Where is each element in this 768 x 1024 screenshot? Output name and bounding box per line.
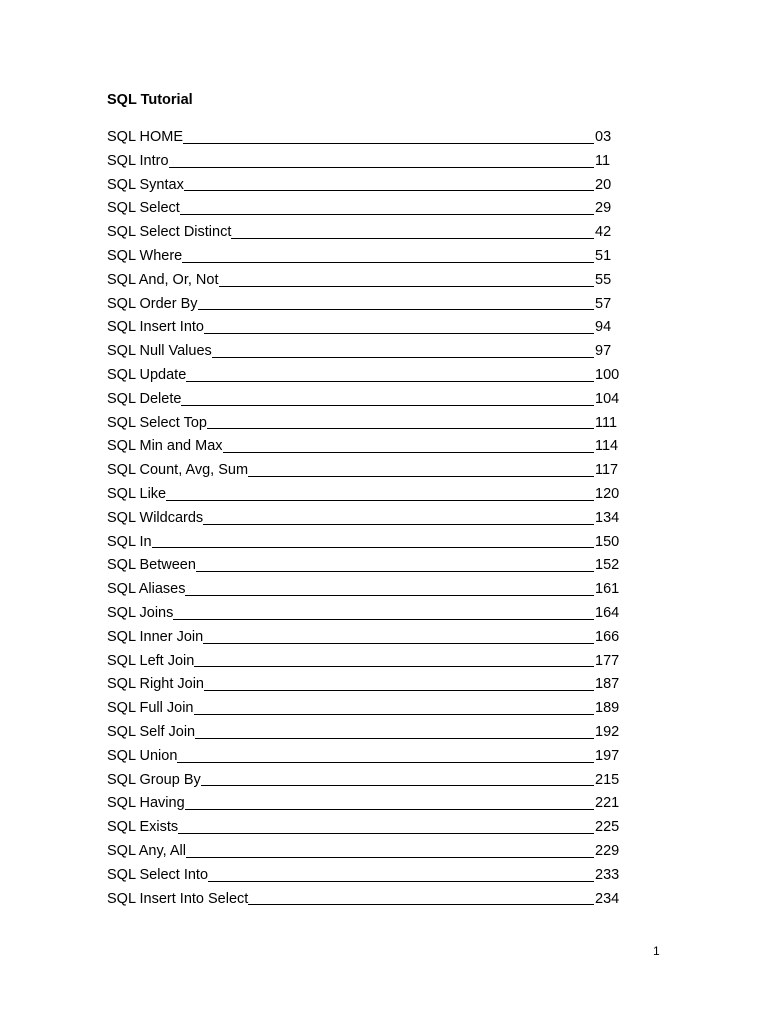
toc-leader-line [152, 547, 594, 548]
toc-entry-page: 114 [595, 438, 619, 455]
toc-entry-page: 192 [595, 723, 620, 740]
toc-entry [107, 412, 632, 436]
toc-entry [107, 816, 632, 840]
toc-entry [107, 673, 632, 697]
toc-leader-line [186, 381, 594, 382]
toc-entry-label: SQL In [107, 533, 152, 550]
toc-entry-label: SQL Insert Into Select [107, 890, 249, 907]
toc-entry-label: SQL Union [107, 747, 178, 764]
page-number: 1 [653, 944, 660, 958]
toc-entry-label: SQL Delete [107, 390, 182, 407]
toc-leader-line [203, 643, 594, 644]
toc-entry [107, 150, 632, 174]
toc-entry-label: SQL Select [107, 200, 180, 217]
toc-entry-label: SQL Left Join [107, 652, 195, 669]
toc-leader-line [204, 333, 594, 334]
toc-leader-line [204, 690, 594, 691]
toc-entry-page: 164 [595, 604, 620, 621]
toc-entry [107, 316, 632, 340]
toc-entry [107, 126, 632, 150]
toc-leader-line [198, 309, 594, 310]
toc-entry-page: 104 [595, 390, 620, 407]
toc-leader-line [169, 167, 594, 168]
toc-leader-line [166, 500, 594, 501]
toc-entry-page: 42 [595, 224, 612, 241]
toc-entry [107, 721, 632, 745]
toc-entry [107, 578, 632, 602]
toc-entry [107, 602, 632, 626]
toc-entry-label: SQL Min and Max [107, 438, 223, 455]
toc-entry-label: SQL Intro [107, 152, 169, 169]
toc-entry [107, 197, 632, 221]
toc-entry [107, 483, 632, 507]
toc-leader-line [201, 785, 594, 786]
toc-leader-line [194, 666, 594, 667]
toc-entry-page: 94 [595, 319, 612, 336]
toc-leader-line [183, 143, 594, 144]
toc-leader-line [203, 524, 594, 525]
toc-leader-line [194, 714, 595, 715]
toc-leader-line [219, 286, 595, 287]
toc-entry [107, 792, 632, 816]
toc-entry-label: SQL Select Distinct [107, 224, 232, 241]
toc-entry-label: SQL Self Join [107, 723, 196, 740]
toc-entry [107, 650, 632, 674]
toc-entry [107, 388, 632, 412]
toc-entry [107, 245, 632, 269]
toc-entry-page: 233 [595, 866, 620, 883]
toc-entry-page: 187 [595, 676, 620, 693]
toc-entry-page: 100 [595, 366, 620, 383]
toc-leader-line [212, 357, 594, 358]
toc-entry-label: SQL Aliases [107, 581, 186, 598]
toc-entry-label: SQL Exists [107, 819, 179, 836]
toc-entry-page: 197 [595, 747, 620, 764]
toc-leader-line [180, 214, 594, 215]
toc-entry-label: SQL Null Values [107, 343, 212, 360]
toc-entry-page: 221 [595, 795, 620, 812]
toc-leader-line [182, 262, 594, 263]
toc-entry [107, 626, 632, 650]
toc-entry-label: SQL Insert Into [107, 319, 204, 336]
toc-entry-page: 189 [595, 700, 620, 717]
toc-entry-page: 150 [595, 533, 620, 550]
toc-entry-page: 111 [595, 414, 618, 431]
toc-entry-label: SQL Select Top [107, 414, 207, 431]
toc-leader-line [195, 738, 594, 739]
toc-entry-page: 20 [595, 176, 612, 193]
toc-entry-page: 166 [595, 628, 620, 645]
toc-entry-label: SQL Where [107, 247, 183, 264]
toc-entry-page: 55 [595, 271, 612, 288]
toc-entry [107, 340, 632, 364]
toc-entry-page: 234 [595, 890, 620, 907]
toc-entry [107, 435, 632, 459]
toc-entry-label: SQL Any, All [107, 842, 186, 859]
toc-entry [107, 745, 632, 769]
toc-entry [107, 293, 632, 317]
toc-leader-line [248, 904, 594, 905]
toc-entry [107, 840, 632, 864]
toc-leader-line [186, 857, 594, 858]
toc-entry [107, 221, 632, 245]
toc-leader-line [231, 238, 594, 239]
toc-entry-label: SQL Wildcards [107, 509, 204, 526]
toc-entry-page: 225 [595, 819, 620, 836]
document-title: SQL Tutorial [107, 92, 193, 108]
toc-leader-line [177, 762, 594, 763]
toc-entry-label: SQL Joins [107, 604, 174, 621]
toc-entry-page: 57 [595, 295, 612, 312]
toc-entry [107, 507, 632, 531]
toc-entry-label: SQL Select Into [107, 866, 209, 883]
toc-entry [107, 769, 632, 793]
toc-entry-label: SQL Order By [107, 295, 198, 312]
toc-entry-page: 51 [595, 247, 612, 264]
toc-entry [107, 459, 632, 483]
toc-entry-label: SQL Count, Avg, Sum [107, 462, 249, 479]
toc-entry-page: 29 [595, 200, 612, 217]
toc-leader-line [181, 405, 594, 406]
toc-entry-label: SQL HOME [107, 129, 184, 145]
toc-entry-page: 152 [595, 557, 620, 574]
toc-entry-label: SQL And, Or, Not [107, 271, 219, 288]
toc-entry-page: 97 [595, 343, 612, 360]
toc-entry [107, 174, 632, 198]
toc-leader-line [185, 595, 594, 596]
toc-leader-line [196, 571, 594, 572]
toc-leader-line [185, 809, 594, 810]
toc-entry-label: SQL Update [107, 366, 187, 383]
toc-entry [107, 888, 632, 912]
toc-entry [107, 364, 632, 388]
toc-leader-line [248, 476, 594, 477]
toc-entry-label: SQL Full Join [107, 700, 194, 717]
toc-entry [107, 554, 632, 578]
toc-entry-label: SQL Syntax [107, 176, 184, 193]
toc-entry-page: 120 [595, 485, 620, 502]
toc-entry-page: 11 [595, 152, 611, 169]
toc-entry-page: 134 [595, 509, 620, 526]
toc-entry-label: SQL Having [107, 795, 185, 812]
table-of-contents [107, 126, 632, 911]
toc-entry-label: SQL Between [107, 557, 196, 574]
toc-leader-line [223, 452, 594, 453]
toc-entry-page: 161 [595, 581, 620, 598]
toc-entry [107, 269, 632, 293]
toc-entry [107, 864, 632, 888]
toc-entry-label: SQL Group By [107, 771, 201, 788]
toc-entry-page: 117 [595, 462, 619, 479]
toc-entry [107, 697, 632, 721]
toc-entry-page: 03 [595, 129, 612, 145]
toc-leader-line [208, 881, 594, 882]
toc-leader-line [178, 833, 594, 834]
toc-entry-page: 177 [595, 652, 620, 669]
toc-leader-line [173, 619, 594, 620]
toc-entry-page: 215 [595, 771, 620, 788]
toc-entry-label: SQL Like [107, 485, 167, 502]
toc-entry-page: 229 [595, 842, 620, 859]
toc-leader-line [184, 190, 594, 191]
toc-entry-label: SQL Inner Join [107, 628, 204, 645]
toc-entry-label: SQL Right Join [107, 676, 204, 693]
toc-leader-line [207, 428, 594, 429]
toc-entry [107, 531, 632, 555]
